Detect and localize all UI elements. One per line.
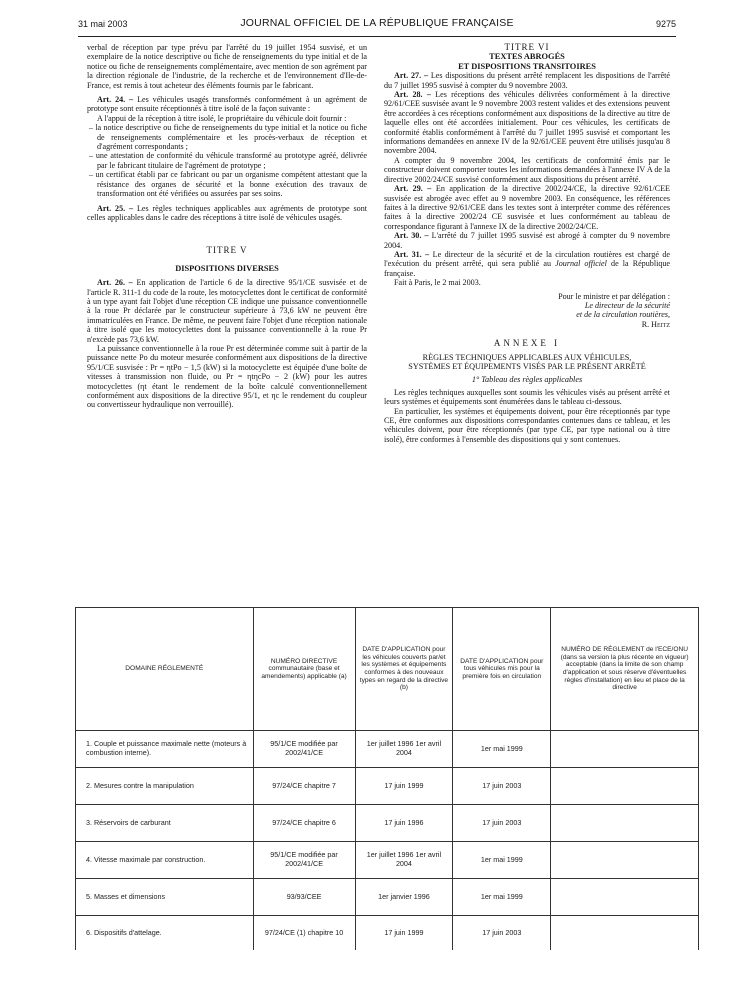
- article-27-label: Art. 27. –: [394, 71, 428, 81]
- table-row: [76, 916, 699, 951]
- cell-directive: 95/1/CE modifiée par 2002/41/CE: [253, 731, 355, 768]
- page-header: [78, 16, 676, 32]
- article-25-text: Les règles techniques applicables aux agréments de prototype sont celles applicables dans le cadre des réceptions à titre isolé de véhicules usagés.: [87, 203, 367, 222]
- table-row: [76, 768, 699, 805]
- header-domaine: DOMAINE RÉGLEMENTÉ: [76, 608, 254, 731]
- cell-ece: [551, 731, 699, 768]
- annexe-paragraph-1: Les règles techniques auxquelles sont soumis les véhicules visés au présent arrêté et leurs systèmes et équipements sont énumérées dans le tableau ci-dessous.: [384, 387, 670, 407]
- header-divider: [78, 36, 676, 37]
- cell-ece: [551, 805, 699, 842]
- cell-date-types: 17 juin 1999: [355, 768, 453, 805]
- header-date-nouveaux-types: DATE D'APPLICATION pour les véhicules couverts par/et les systèmes et équipements conformes à des nouveaux types en regard de la directive (b): [355, 608, 453, 731]
- annexe-title-2: SYSTÈMES ET ÉQUIPEMENTS VISÉS PAR LE PRÉSENT ARRÊTÉ: [408, 362, 646, 371]
- cell-domaine: 1. Couple et puissance maximale nette (moteurs à combustion interne).: [76, 731, 254, 768]
- signature-line-2: Le directeur de la sécurité: [584, 300, 670, 310]
- article-26-text: En application de l'article 6 de la directive 95/1/CE susvisée et de l'article R. 311-1 du code de la route, les motocyclettes dont le certificat de conformité à un type ayant fait l'objet d'une réception CE indique une puissance conventionnelle à la roue Pr déclarée par le constructeur supérieure à 73,6 kW ne peuvent être immatriculées en France. De même, ne peuvent faire l'objet d'une réception nationale à titre isolé que les motocyclettes dont la puissance conventionnelle à la roue Pr n'excède pas 73,6 kW.: [87, 278, 367, 344]
- left-column: [87, 43, 367, 410]
- cell-directive: 97/24/CE chapitre 7: [253, 768, 355, 805]
- signature-name: R. Heitz: [641, 319, 670, 329]
- table-row: [76, 879, 699, 916]
- annexe-heading: ANNEXE I: [493, 338, 561, 349]
- right-column: [384, 43, 670, 444]
- annexe-title-1: RÈGLES TECHNIQUES APPLICABLES AUX VÉHICULES,: [422, 352, 632, 362]
- cell-date-types: 1er janvier 1996: [355, 879, 453, 916]
- cell-domaine: 2. Mesures contre la manipulation: [76, 768, 254, 805]
- article-24: [87, 95, 367, 114]
- fait-a-paris: Fait à Paris, le 2 mai 2003.: [394, 278, 481, 288]
- cell-directive: 95/1/CE modifiée par 2002/41/CE: [253, 842, 355, 879]
- article-30-label: Art. 30. –: [394, 231, 429, 241]
- cell-directive: 97/24/CE (1) chapitre 10: [253, 916, 355, 951]
- cell-ece: [551, 768, 699, 805]
- cell-date-types: 17 juin 1999: [355, 916, 453, 951]
- cell-date-vehicules: 17 juin 2003: [453, 805, 551, 842]
- cell-domaine: 6. Dispositifs d'attelage.: [76, 916, 254, 951]
- titre-v-subheading: DISPOSITIONS DIVERSES: [175, 263, 279, 273]
- cell-ece: [551, 842, 699, 879]
- article-31: [384, 250, 670, 278]
- signature-line-3: et de la circulation routières,: [576, 310, 670, 320]
- article-24-paragraph-2: A l'appui de la réception à titre isolé, le propriétaire du véhicule doit fournir :: [97, 113, 347, 123]
- rules-table: [75, 607, 699, 950]
- list-item: – un certificat établi par ce fabricant ou par un organisme compétent attestant que la résistance des organes de sécurité et la bonne exécution des travaux de transformation ont été vérifiées ou assurées par ses soins.: [87, 170, 367, 198]
- journal-title: JOURNAL OFFICIEL DE LA RÉPUBLIQUE FRANÇAISE: [240, 17, 514, 29]
- titre-vi-heading: TITRE VI: [504, 42, 550, 52]
- article-30: [384, 231, 670, 250]
- signature-line-1: Pour le ministre et par délégation :: [558, 291, 670, 301]
- titre-vi-subheading-2: ET DISPOSITIONS TRANSITOIRES: [458, 61, 596, 71]
- article-27-text: Les dispositions du présent arrêté remplacent les dispositions de l'arrêté du 7 juillet 1995 susvisé à compter du 9 novembre 2003.: [384, 71, 670, 90]
- article-31-end: de la République française.: [384, 259, 671, 278]
- list-item: – une attestation de conformité du véhicule transformé au prototype agréé, délivrée par le fabricant titulaire de l'agrément de prototype ;: [87, 151, 367, 170]
- table-row: [76, 842, 699, 879]
- cell-date-vehicules: 17 juin 2003: [453, 768, 551, 805]
- article-24-list: [87, 123, 367, 198]
- journal-officiel-italic: Journal officiel: [555, 259, 607, 269]
- article-28-text: Les réceptions des véhicules délivrées conformément à la directive 92/61/CEE susvisée avant le 9 novembre 2003 restent valides et des extensions peuvent être accordées à ces réceptions conformément aux dispositions de la directive au titre de laquelle elles ont été accordées initialement. Pour ces véhicules, les certificats de conformité établis conformément à l'arrêté du 7 juillet 1995 susvisé et comportant les informations demandées en annexe IV de la 92/61/CEE peuvent être utilisés jusqu'au 8 novembre 2004.: [384, 90, 670, 156]
- article-31-text: Le directeur de la sécurité et de la circulation routières est chargé de l'exécution du présent arrêté, qui sera publié au: [384, 249, 670, 269]
- titre-v-heading: TITRE V: [206, 245, 248, 256]
- article-26-paragraph-2: La puissance conventionnelle à la roue Pr est déterminée comme suit à partir de la puissance nette Po du moteur mesurée conformément aux dispositions de la directive 95/1/CE susvisée : Pr = ηtPo − 1,5 (kW) si la motocyclette est équipée d'une boîte de vitesses à transmission non fluide, ou Pr = ηtηcPo − 2 (kW) pour les autres motocyclettes (ηt étant le rendement de la boîte calculé conventionnellement conformément aux dispositions de la directive 95/1, et ηc le rendement du coupleur ou convertisseur hydraulique non verrouillé).: [87, 343, 367, 410]
- cell-directive: 93/93/CEE: [253, 879, 355, 916]
- article-29-text: En application de la directive 2002/24/CE, la directive 92/61/CEE susvisée est abrogée avec effet au 9 novembre 2003. En conséquence, les références faites à la directive 92/61/CEE dans les textes sont à interpréter comme des références faites à la directive 2002/24 CE susvisée et lues conformément au tableau de correspondance figurant à l'annexe IX de la directive 2002/24/CE.: [384, 184, 670, 231]
- page-number: 9275: [655, 19, 676, 29]
- cell-date-vehicules: 1er mai 1999: [453, 842, 551, 879]
- cell-date-types: 1er juillet 1996 1er avril 2004: [355, 731, 453, 768]
- article-24-label: Art. 24. –: [97, 95, 134, 105]
- article-28: [384, 90, 670, 156]
- cell-domaine: 4. Vitesse maximale par construction.: [76, 842, 254, 879]
- cell-ece: [551, 879, 699, 916]
- header-date-tous-vehicules: DATE D'APPLICATION pour tous véhicules mis pour la première fois en circulation: [453, 608, 551, 731]
- article-31-label: Art. 31. –: [394, 249, 430, 259]
- titre-vi-subheading-1: TEXTES ABROGÉS: [489, 52, 565, 62]
- article-26: [87, 278, 367, 344]
- article-29: [384, 184, 670, 231]
- article-25-label: Art. 25. –: [97, 203, 134, 213]
- list-item: – la notice descriptive ou fiche de renseignements du type initial et la notice ou fiche de renseignements complémentaire et les procès-verbaux de réception et d'agrément correspondants ;: [87, 123, 367, 151]
- cell-date-vehicules: 17 juin 2003: [453, 916, 551, 951]
- table-row: [76, 805, 699, 842]
- article-29-label: Art. 29. –: [394, 184, 432, 194]
- article-28-label: Art. 28. –: [394, 90, 431, 100]
- cell-ece: [551, 916, 699, 951]
- cell-date-types: 17 juin 1996: [355, 805, 453, 842]
- article-26-label: Art. 26. –: [97, 278, 133, 288]
- cell-date-vehicules: 1er mai 1999: [453, 731, 551, 768]
- tableau-title: 1° Tableau des règles applicables: [471, 375, 583, 385]
- article-25: [87, 204, 367, 223]
- header-reglement-ece: NUMÉRO DE RÈGLEMENT de l'ECE/ONU (dans sa version la plus récente en vigueur) acceptable (dans la limite de son champ d'application et sous réserve d'éventuelles règles d'installation) en lieu et place de la directive: [551, 608, 699, 731]
- article-24-text: Les véhicules usagés transformés conformément à un agrément de prototype sont ensuite réceptionnés à titre isolé de la façon suivante :: [87, 95, 367, 114]
- article-27: [384, 71, 670, 90]
- article-30-text: L'arrêté du 7 juillet 1995 susvisé est abrogé à compter du 9 novembre 2004.: [384, 231, 670, 250]
- cell-directive: 97/24/CE chapitre 6: [253, 805, 355, 842]
- table-row: [76, 731, 699, 768]
- table-header-row: [76, 608, 699, 731]
- cell-date-vehicules: 1er mai 1999: [453, 879, 551, 916]
- header-numero-directive: NUMÉRO DIRECTIVE communautaire (base et amendements) applicable (a): [253, 608, 355, 731]
- cell-domaine: 3. Réservoirs de carburant: [76, 805, 254, 842]
- cell-domaine: 5. Masses et dimensions: [76, 879, 254, 916]
- intro-paragraph: verbal de réception par type prévu par l'arrêté du 19 juillet 1954 susvisé, et un exemplaire de la notice descriptive ou fiche de renseignements du type initial et de la notice ou fiche de renseignements complémentaire, avec mention de son agrément par la direction régionale de l'industrie, de la recherche et de l'environnement d'Ile-de-France, est remis à tout acheteur des éléments fournis par le fabricant.: [87, 43, 367, 90]
- article-28-paragraph-2: A compter du 9 novembre 2004, les certificats de conformité émis par le constructeur doivent comporter toutes les informations demandées à l'annexe IV A de la directive 2002/24/CE susvisé conformément aux dispositions du présent arrêté.: [384, 155, 670, 184]
- annexe-paragraph-2: En particulier, les systèmes et équipements doivent, pour être réceptionnés par type CE, être conformes aux dispositions correspondantes contenues dans ce tableau, et les véhicules doivent, pour être réceptionnés (par type CE, par type national ou à titre isolé), être conformes à l'ensemble des dispositions qui y sont contenues.: [384, 406, 670, 444]
- cell-date-types: 1er juillet 1996 1er avril 2004: [355, 842, 453, 879]
- header-date: 31 mai 2003: [78, 19, 128, 29]
